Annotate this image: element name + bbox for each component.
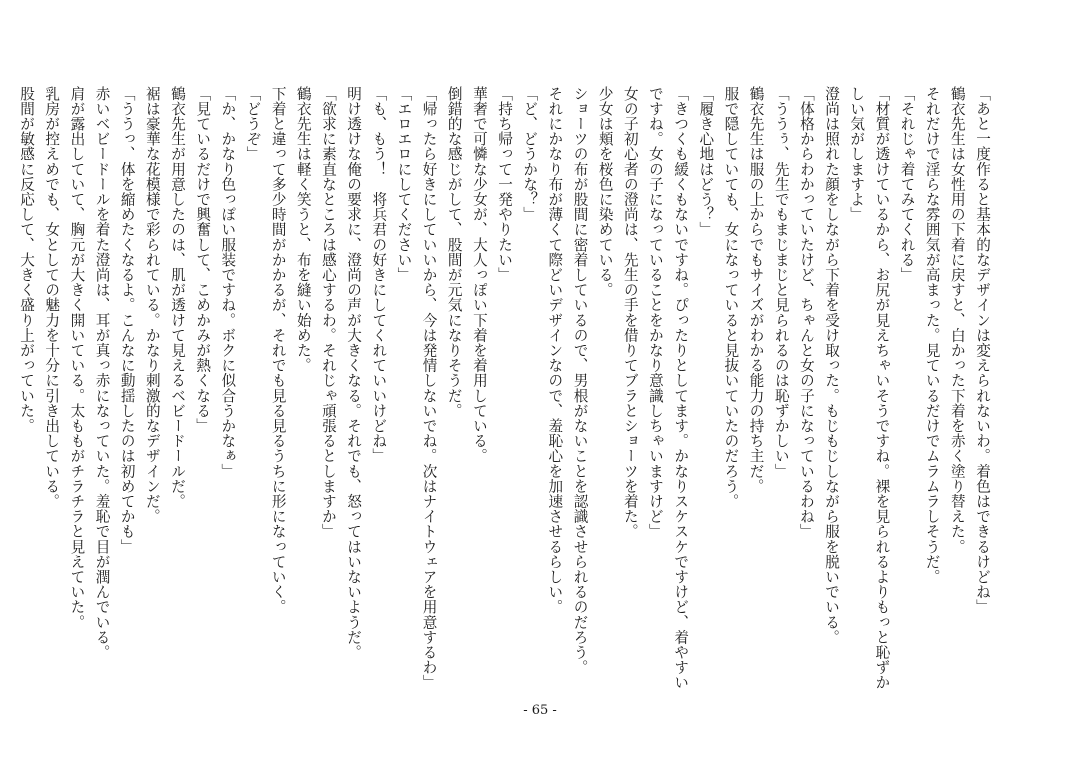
text-line: 「欲求に素直なところは感心するわ。それじゃ頑張るとしますか」 [319, 86, 337, 539]
text-line: 鶴衣先生は軽く笑うと、布を縫い始めた。 [294, 86, 312, 373]
text-line: それにかなり布が薄くて際どいデザインなので、羞恥心を加速させるらしい。 [546, 86, 564, 615]
text-line: 股間が敏感に反応して、大きく盛り上がっていた。 [18, 86, 36, 434]
vertical-body-text [18, 86, 995, 690]
text-line: 「帰ったら好きにしていいから、今は発情しないでね。次はナイトウェアを用意するわ」 [420, 86, 438, 690]
text-line: 「エロエロにしてください」 [395, 86, 413, 283]
text-line: しい気がしますよ」 [848, 86, 866, 222]
text-line: 「あと一度作ると基本的なデザインは変えられないわ。着色はできるけどね」 [974, 86, 991, 615]
text-line: 服で隠していても、女になっていると見抜いていたのだろう。 [722, 86, 740, 509]
text-line: 「ううぅ、先生でもまじまじと見られるのは恥ずかしい」 [772, 86, 790, 479]
text-line: 「きつくも緩くもないですね。ぴったりとしてます。かなりスケスケですけど、着やすい [672, 86, 690, 690]
text-line: 少女は頬を桜色に染めている。 [596, 86, 614, 298]
text-line: 赤いベビードールを着た澄尚は、耳が真っ赤になっていた。羞恥で目が潤んでいる。 [93, 86, 111, 660]
text-line: 「ど、どうかな？」 [521, 86, 539, 222]
text-line: 乳房が控えめでも、女としての魅力を十分に引き出している。 [43, 86, 61, 509]
text-line: 澄尚は照れた顔をしながら下着を受け取った。もじもじしながら服を脱いでいる。 [823, 86, 841, 645]
text-line: 鶴衣先生が用意したのは、肌が透けて見えるベビードールだ。 [169, 86, 186, 509]
text-line: 「ううっ、体を縮めたくなるよ。こんなに動揺したのは初めてかも」 [118, 86, 136, 555]
text-line: 倒錯的な感じがして、股間が元気になりそうだ。 [445, 86, 463, 419]
text-line: 「見ているだけで興奮して、こめかみが熱くなる」 [194, 86, 212, 434]
text-line: 鶴衣先生は女性用の下着に戻すと、白かった下着を赤く塗り替えた。 [948, 86, 966, 555]
text-line: 「も、もう！ 将兵君の好きにしてくれていいけどね」 [370, 86, 388, 464]
page-number: - 65 - [523, 703, 557, 718]
text-line: 「材質が透けているから、お尻が見えちゃいそうですね。裸を見られるよりもっと恥ずか [873, 86, 891, 690]
text-line: 「か、かなり色っぽい服装ですね。ボクに似合うかなぁ」 [219, 86, 237, 479]
text-line: ですね。女の子になっていることをかなり意識しちゃいますけど」 [646, 86, 664, 539]
text-line: 肩が露出していて、胸元が大きく開いている。太ももがチラチラと見えていた。 [68, 86, 86, 630]
text-line: 裾は豪華な花模様で彩られている。かなり刺激的なデザインだ。 [143, 86, 161, 524]
text-line: それだけで淫らな雰囲気が高まった。見ているだけでムラムラしそうだ。 [923, 86, 941, 585]
text-line: 「履き心地はどう？」 [697, 86, 715, 237]
text-line: 華奢で可憐な少女が、大人っぽい下着を着用している。 [470, 86, 488, 464]
text-line: 女の子初心者の澄尚は、先生の手を借りてブラとショーツを着た。 [621, 86, 639, 539]
text-line: 鶴衣先生は服の上からでもサイズがわかる能力の持ち主だ。 [747, 86, 765, 494]
text-line: 下着と違って多少時間がかかるが、それでも見る見るうちに形になっていく。 [269, 86, 287, 615]
text-line: 「持ち帰って一発やりたい」 [496, 86, 514, 283]
text-line: 明け透けな俺の要求に、澄尚の声が大きくなる。それでも、怒ってはいないようだ。 [345, 86, 363, 660]
text-line: 「どうぞ」 [244, 86, 262, 162]
text-line: 「それじゃ着てみてくれる」 [898, 86, 916, 283]
text-line: 「体格からわかっていたけど、ちゃんと女の子になっているわね」 [797, 86, 815, 539]
text-line: ショーツの布が股間に密着しているので、男根がないことを認識させられるのだろう。 [571, 86, 589, 675]
